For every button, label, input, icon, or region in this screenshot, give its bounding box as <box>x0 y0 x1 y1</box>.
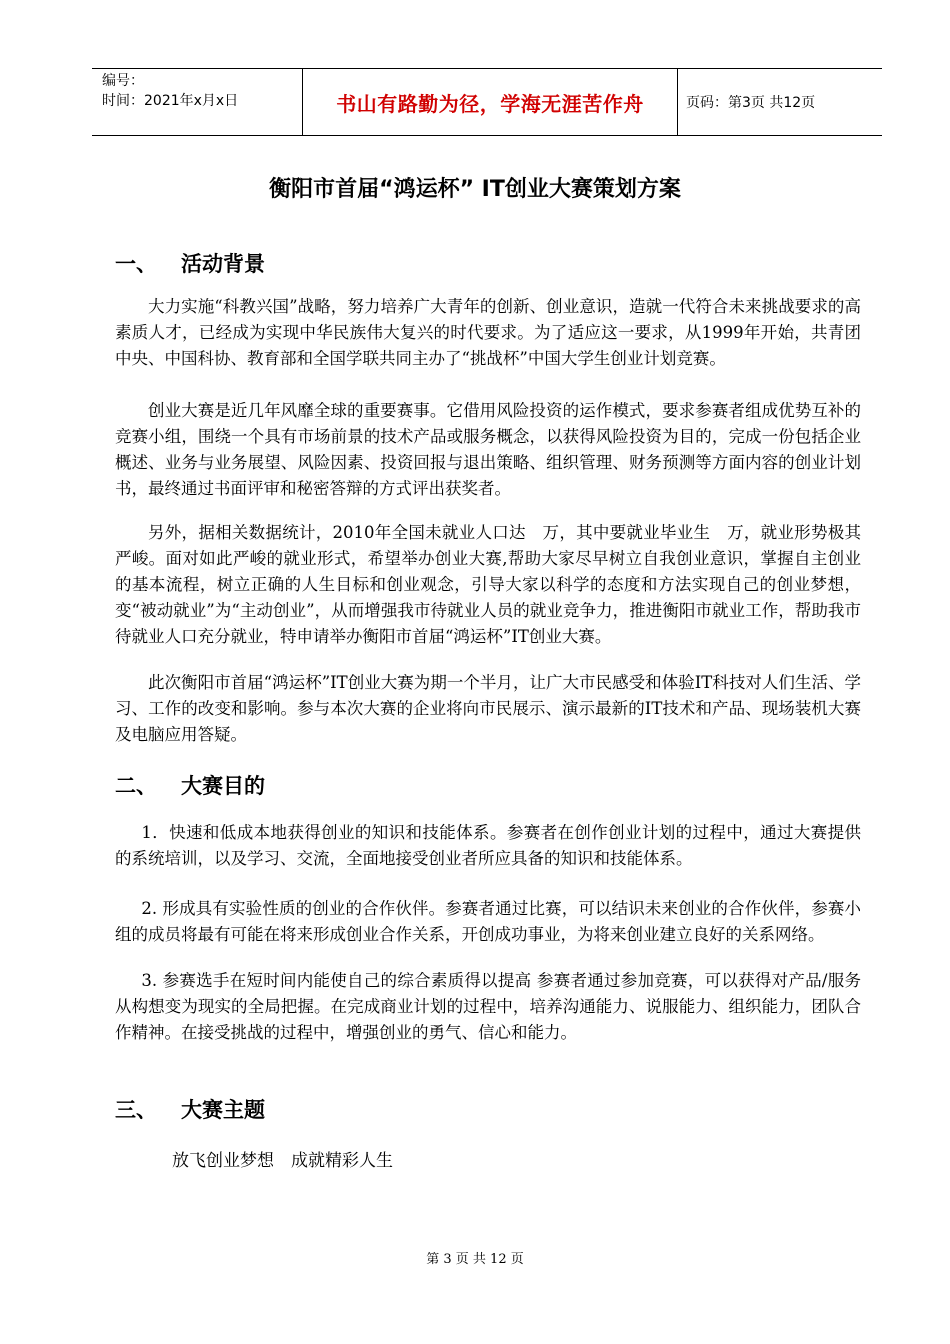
document-title: 衡阳市首届“鸿运杯” IT创业大赛策划方案 <box>269 177 681 202</box>
section-heading-purpose <box>115 770 265 800</box>
section-title: 大赛主题 <box>181 1098 265 1122</box>
section-number: 一、 <box>115 252 157 276</box>
section-heading-theme <box>115 1094 265 1124</box>
section-number: 三、 <box>115 1098 157 1122</box>
paragraph: 大力实施“科教兴国”战略，努力培养广大青年的创新、创业意识，造就一代符合未来挑战要求的高素质人才，已经成为实现中华民族伟大复兴的时代要求。为了适应这一要求，从1999年开始，共青团中央、中国科协、教育部和全国学联共同主办了“挑战杯”中国大学生创业计划竞赛。 <box>115 297 861 368</box>
list-item: 2. 形成具有实验性质的创业的合作伙伴。参赛者通过比赛，可以结识未来创业的合作伙伴，参赛小组的成员将最有可能在将来形成创业合作关系，开创成功事业，为将来创业建立良好的关系网络。 <box>115 899 861 944</box>
paragraph: 此次衡阳市首届“鸿运杯”IT创业大赛为期一个半月，让广大市民感受和体验IT科技对人们生活、学习、工作的改变和影响。参与本次大赛的企业将向市民展示、演示最新的IT技术和产品、现场装机大赛及电脑应用答疑。 <box>115 673 861 744</box>
paragraph: 另外，据相关数据统计，2010年全国未就业人口达 万，其中要就业毕业生 万，就业形势极其严峻。面对如此严峻的就业形式，希望举办创业大赛,帮助大家尽早树立自我创业意识，掌握自主创业的基本流程，树立正确的人生目标和创业观念，引导大家以科学的态度和方法实现自己的创业梦想，变“被动就业”为“主动创业”，从而增强我市待就业人员的就业竞争力，推进衡阳市就业工作，帮助我市待就业人口充分就业，特申请举办衡阳市首届“鸿运杯”IT创业大赛。 <box>115 523 861 646</box>
header-time: 时间：2021年x月x日 <box>102 93 239 109</box>
page-header <box>92 68 882 136</box>
list-item: 3. 参赛选手在短时间内能使自己的综合素质得以提高 参赛者通过参加竞赛，可以获得对产品/服务从构想变为现实的全局把握。在完成商业计划的过程中，培养沟通能力、说服能力、组织能力，团队合作精神。在接受挑战的过程中，增强创业的勇气、信心和能力。 <box>115 971 861 1042</box>
page-footer: 第 3 页 共 12 页 <box>426 1252 524 1267</box>
paragraph: 创业大赛是近几年风靡全球的重要赛事。它借用风险投资的运作模式，要求参赛者组成优势互补的竞赛小组，围绕一个具有市场前景的技术产品或服务概念，以获得风险投资为目的，完成一份包括企业概述、业务与业务展望、风险因素、投资回报与退出策略、组织管理、财务预测等方面内容的创业计划书，最终通过书面评审和秘密答辩的方式评出获奖者。 <box>115 401 861 498</box>
header-motto: 书山有路勤为径，学海无涯苦作舟 <box>303 69 678 136</box>
section-title: 大赛目的 <box>181 774 265 798</box>
theme-slogan: 放飞创业梦想 成就精彩人生 <box>172 1151 393 1171</box>
section-heading-background <box>115 248 265 278</box>
section-title: 活动背景 <box>181 252 265 276</box>
header-meta <box>92 69 303 136</box>
list-item: 1．快速和低成本地获得创业的知识和技能体系。参赛者在创作创业计划的过程中，通过大赛提供的系统培训，以及学习、交流，全面地接受创业者所应具备的知识和技能体系。 <box>115 823 861 868</box>
header-number: 编号： <box>102 73 144 89</box>
header-page-info: 页码：第3页 共12页 <box>686 95 816 111</box>
section-number: 二、 <box>115 774 157 798</box>
